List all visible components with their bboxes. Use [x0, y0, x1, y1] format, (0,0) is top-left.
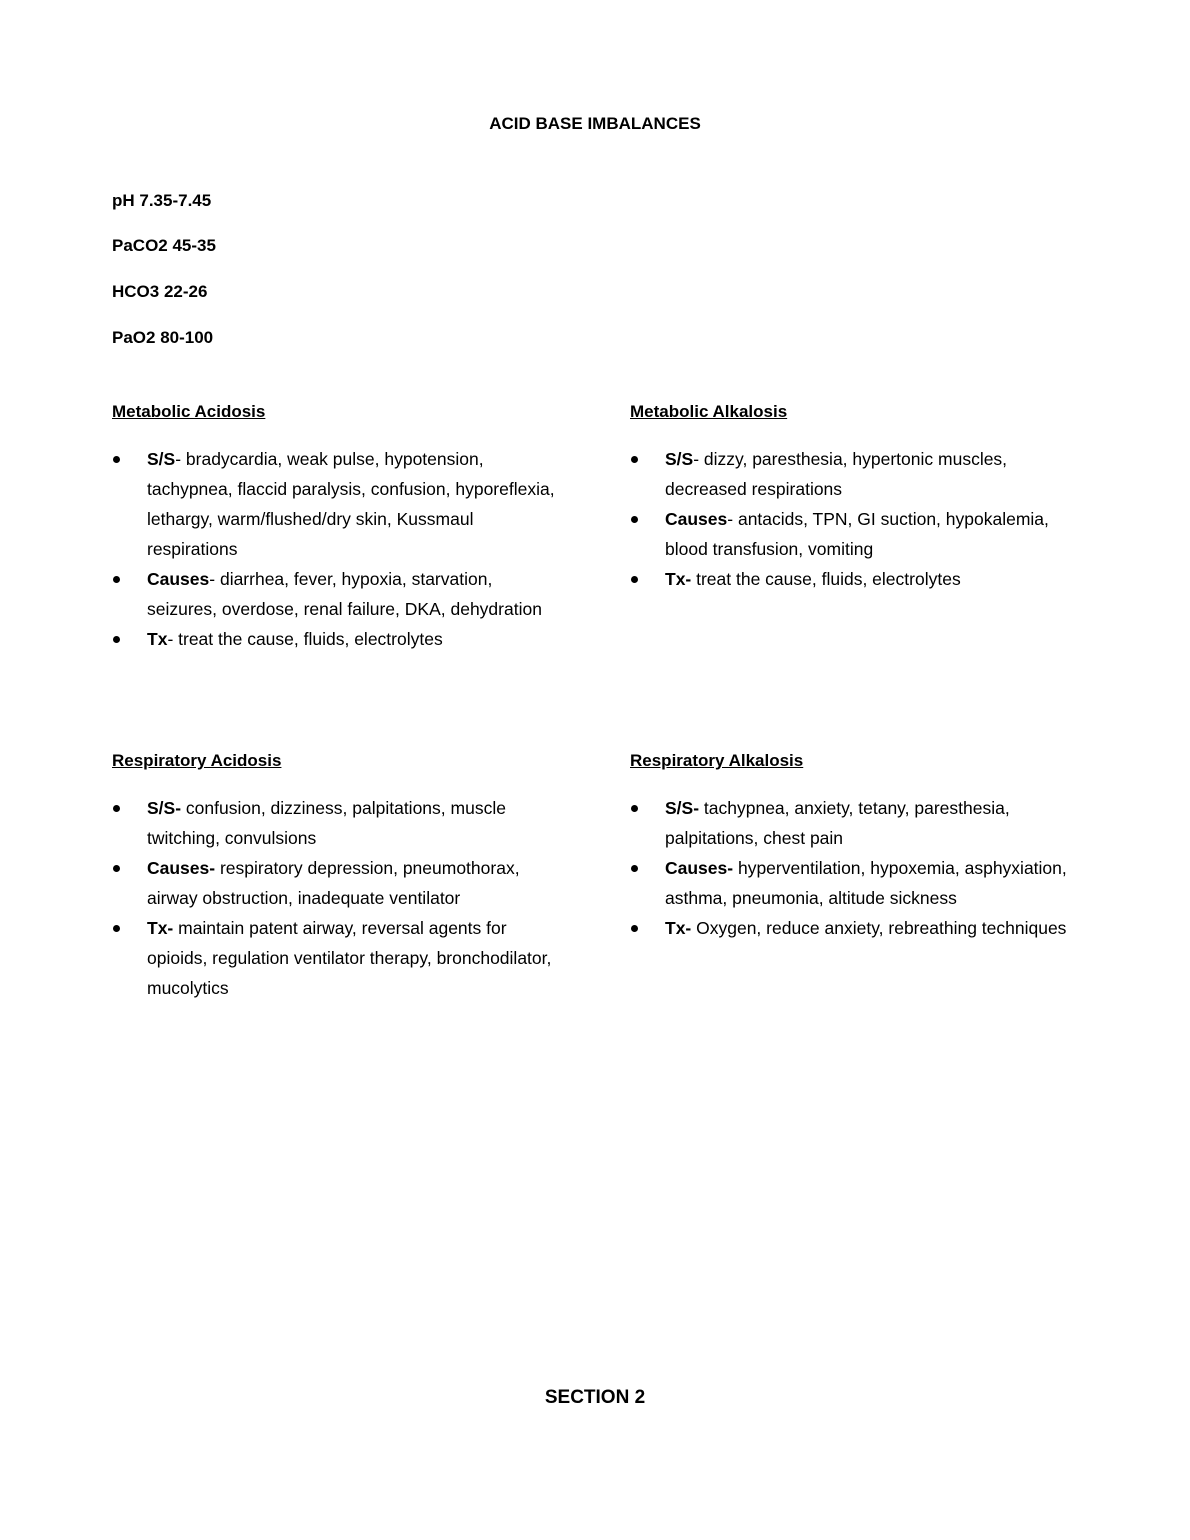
item-text: treat the cause, fluids, electrolytes — [691, 569, 961, 589]
item-text: hyperventilation, hypoxemia, asphyxiation, asthma, pneumonia, altitude sickness — [665, 858, 1067, 908]
list-item — [630, 793, 1080, 853]
bullet-list — [630, 793, 1080, 943]
bullet-icon — [631, 516, 638, 523]
list-item — [112, 853, 562, 913]
item-label: Tx- — [665, 918, 692, 938]
item-text: - diarrhea, fever, hypoxia, starvation, seizures, overdose, renal failure, DKA, dehydration — [147, 569, 542, 619]
section-heading: Metabolic Acidosis — [112, 402, 266, 421]
section-metabolic-acidosis — [112, 402, 562, 654]
list-item — [112, 913, 562, 1003]
bullet-icon — [631, 456, 638, 463]
item-label: S/S- — [665, 798, 700, 818]
bullet-list — [112, 793, 562, 1003]
document-title: ACID BASE IMBALANCES — [489, 114, 701, 133]
item-label: Tx — [147, 629, 168, 649]
item-text: confusion, dizziness, palpitations, muscle twitching, convulsions — [147, 798, 506, 848]
bullet-icon — [631, 925, 638, 932]
lab-hco3: HCO3 22-26 — [112, 282, 208, 301]
item-text: maintain patent airway, reversal agents for opioids, regulation ventilator therapy, bronchodilator, mucolytics — [147, 918, 552, 998]
section-heading: Respiratory Acidosis — [112, 751, 282, 770]
list-item — [630, 444, 1080, 504]
item-text: tachypnea, anxiety, tetany, paresthesia, palpitations, chest pain — [665, 798, 1010, 848]
section-heading: Respiratory Alkalosis — [630, 751, 804, 770]
list-item — [630, 504, 1080, 564]
bullet-list — [630, 444, 1080, 594]
bullet-icon — [113, 925, 120, 932]
bullet-icon — [113, 576, 120, 583]
bullet-icon — [113, 636, 120, 643]
list-item — [112, 564, 562, 624]
bullet-list — [112, 444, 562, 654]
bullet-icon — [113, 865, 120, 872]
item-label: Causes — [147, 569, 210, 589]
item-text: Oxygen, reduce anxiety, rebreathing techniques — [691, 918, 1067, 938]
lab-ph: pH 7.35-7.45 — [112, 191, 212, 210]
section-respiratory-alkalosis — [630, 751, 1080, 943]
bullet-icon — [631, 576, 638, 583]
item-text: - dizzy, paresthesia, hypertonic muscles, decreased respirations — [665, 449, 1008, 499]
bullet-icon — [113, 805, 120, 812]
lab-paco2: PaCO2 45-35 — [112, 236, 216, 255]
list-item — [112, 444, 562, 564]
list-item — [112, 793, 562, 853]
bullet-icon — [113, 456, 120, 463]
item-text: - treat the cause, fluids, electrolytes — [167, 629, 443, 649]
list-item — [630, 564, 1080, 594]
item-label: Causes- — [665, 858, 734, 878]
item-text: respiratory depression, pneumothorax, airway obstruction, inadequate ventilator — [147, 858, 520, 908]
section-respiratory-acidosis — [112, 751, 562, 1003]
lab-pao2: PaO2 80-100 — [112, 328, 214, 347]
item-text: - bradycardia, weak pulse, hypotension, tachypnea, flaccid paralysis, confusion, hyporeflexia, lethargy, warm/flushed/dry skin, Kussmaul respirations — [147, 449, 555, 559]
item-label: Tx- — [147, 918, 174, 938]
item-text: - antacids, TPN, GI suction, hypokalemia, blood transfusion, vomiting — [665, 509, 1049, 559]
item-label: S/S — [665, 449, 694, 469]
list-item — [630, 913, 1080, 943]
section-metabolic-alkalosis — [630, 402, 1080, 594]
item-label: S/S- — [147, 798, 182, 818]
bullet-icon — [631, 805, 638, 812]
item-label: S/S — [147, 449, 176, 469]
list-item — [112, 624, 562, 654]
section-footer: SECTION 2 — [544, 1387, 646, 1408]
item-label: Tx- — [665, 569, 692, 589]
bullet-icon — [631, 865, 638, 872]
list-item — [630, 853, 1080, 913]
item-label: Causes — [665, 509, 728, 529]
section-heading: Metabolic Alkalosis — [630, 402, 788, 421]
item-label: Causes- — [147, 858, 216, 878]
